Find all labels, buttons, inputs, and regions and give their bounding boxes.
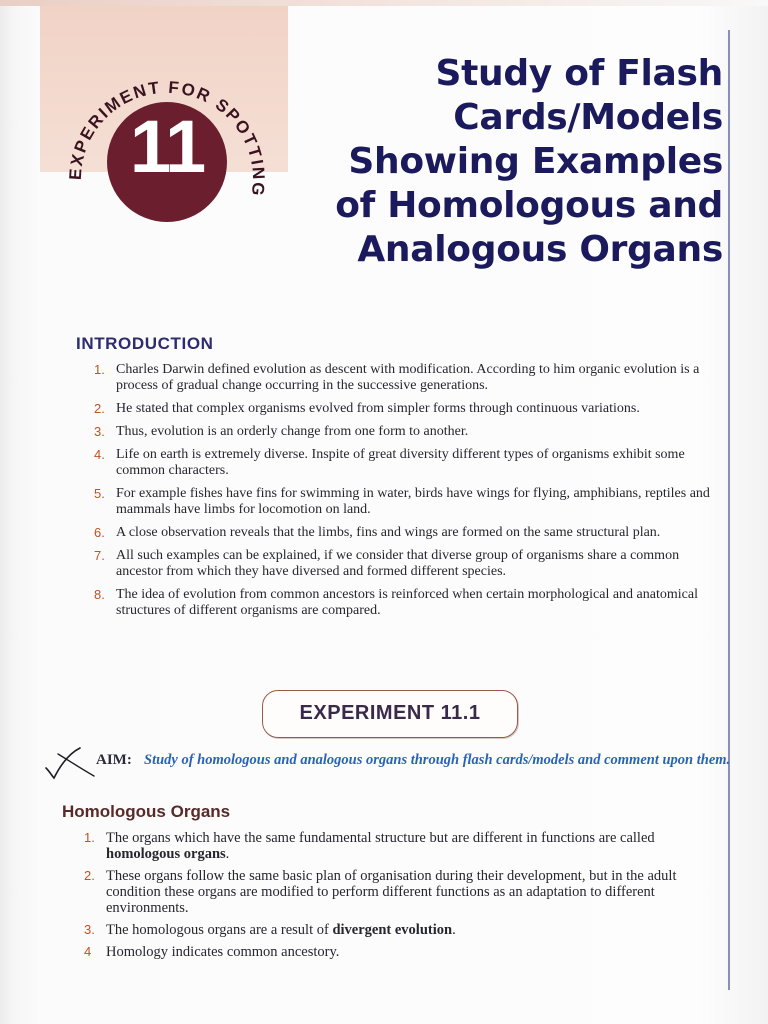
chapter-number: 11 [129,105,205,188]
list-item [94,587,718,619]
item-text-end: . [225,846,230,862]
item-number: 7. [94,548,105,563]
list-item [94,486,718,518]
badge-arc-text: EXPERIMENT FOR SPOTTING [65,77,269,199]
chapter-badge [60,60,270,240]
title-line: of Homologous and [335,185,723,226]
list-item [94,548,718,580]
item-number: 2. [94,401,105,416]
homologous-organs-list [84,830,716,966]
introduction-heading: INTRODUCTION [76,334,214,353]
item-text: Life on earth is extremely diverse. Inspite of great diversity different types of organisms exhibit some common characters. [116,447,685,478]
experiment-label-box [262,690,518,738]
item-text: He stated that complex organisms evolved from simpler forms through continuous variations. [116,401,640,416]
list-item [94,525,718,541]
item-text: The idea of evolution from common ancestors is reinforced when certain morphological and anatomical structures of different organisms are compared. [116,587,698,618]
item-number: 4. [94,447,105,462]
handwritten-check-mark-icon [40,746,104,782]
item-text: For example fishes have fins for swimming in water, birds have wings for flying, amphibians, reptiles and mammals have limbs for locomotion on land. [116,486,710,517]
item-number: 8. [94,587,105,602]
aim-text: Study of homologous and analogous organs through flash cards/models and comment upon them. [144,752,731,768]
list-item [84,830,716,862]
item-number: 4 [84,944,92,959]
list-item [84,944,716,960]
item-number: 3. [84,922,95,937]
chapter-title [315,52,723,272]
list-item [94,362,718,394]
item-text: Homology indicates common ancestory. [106,944,340,960]
item-number: 6. [94,525,105,540]
introduction-list [94,362,718,626]
item-number: 1. [84,830,95,845]
experiment-label: EXPERIMENT 11.1 [299,702,481,724]
item-text: These organs follow the same basic plan of organisation during their development, but in the adult condition these organs are modified to perform different functions as an adaptation to different environments. [106,868,677,916]
list-item [84,922,716,938]
item-number: 5. [94,486,105,501]
right-margin-rule [728,30,730,990]
item-text-end: . [452,922,456,938]
item-text: The homologous organs are a result of [106,922,333,938]
list-item [94,447,718,479]
homologous-organs-heading: Homologous Organs [62,802,231,821]
list-item [84,868,716,916]
item-text: Thus, evolution is an orderly change from one form to another. [116,424,469,439]
aim-label: AIM: [96,752,132,768]
item-number: 2. [84,868,95,883]
list-item [94,424,718,440]
item-bold-term: divergent evolution [332,922,453,938]
title-line: Cards/Models [453,97,723,138]
list-item [94,401,718,417]
title-line: Study of Flash [435,53,723,94]
item-text: Charles Darwin defined evolution as descent with modification. According to him organic evolution is a process of gradual change occurring in the successive generations. [116,362,700,393]
item-text: A close observation reveals that the limbs, fins and wings are formed on the same structural plan. [116,525,661,540]
item-text: The organs which have the same fundamental structure but are different in functions are called [106,830,655,846]
title-line: Analogous Organs [357,229,723,270]
item-bold-term: homologous organs [106,846,226,862]
item-number: 1. [94,362,105,377]
item-text: All such examples can be explained, if we consider that diverse group of organisms share a common ancestor from which they have diversed and formed different species. [116,548,680,579]
item-number: 3. [94,424,105,439]
title-line: Showing Examples [348,141,723,182]
